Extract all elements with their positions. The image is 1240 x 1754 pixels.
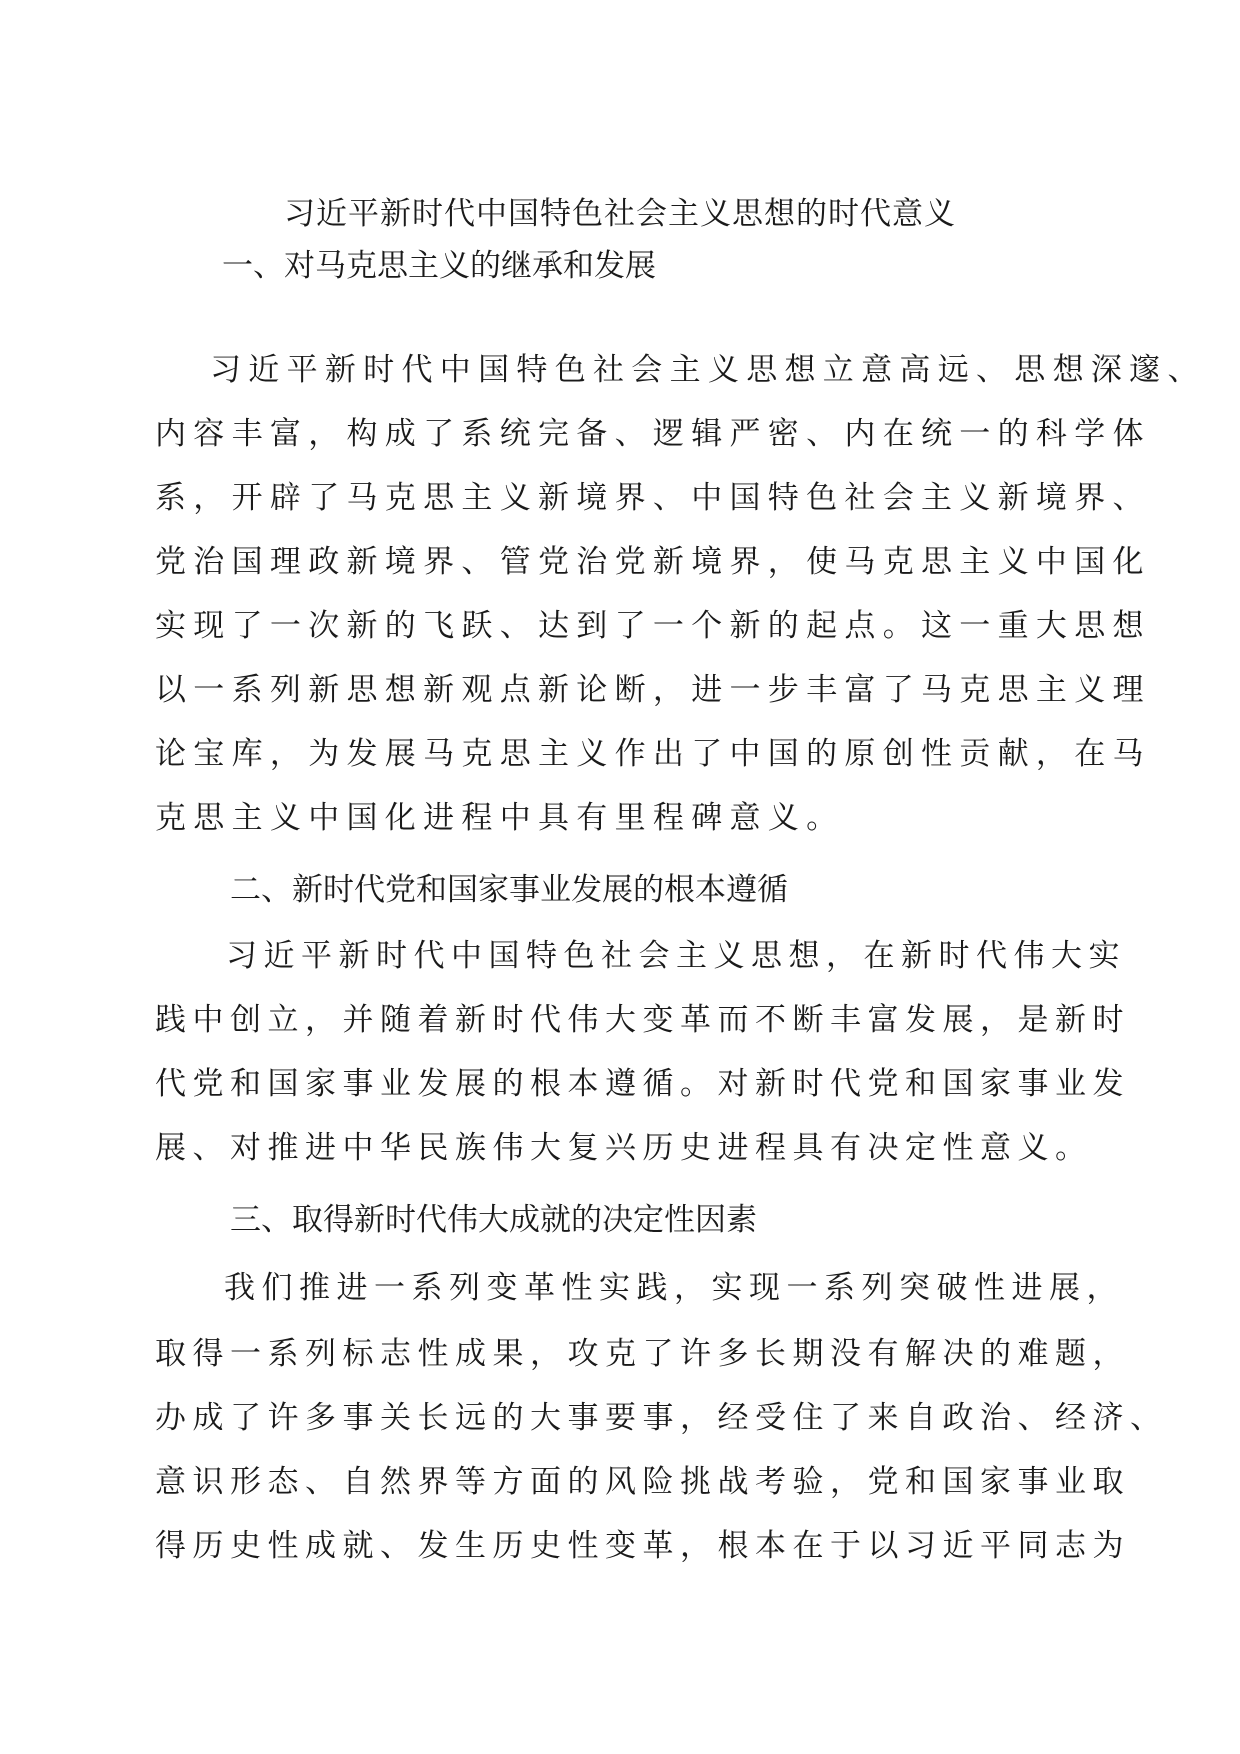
paragraph-line: 得历史性成就、发生历史性变革，根本在于以习近平同志为 [155, 1528, 1130, 1564]
paragraph-line: 我们推进一系列变革性实践，实现一系列突破性进展， [224, 1270, 1124, 1306]
paragraph-line: 习近平新时代中国特色社会主义思想，在新时代伟大实 [226, 938, 1126, 974]
paragraph-line: 克思主义中国化进程中具有里程碑意义。 [155, 800, 845, 836]
paragraph-line: 系，开辟了马克思主义新境界、中国特色社会主义新境界、 [155, 480, 1151, 516]
section-1-heading: 一、对马克思主义的继承和发展 [222, 248, 656, 284]
document-title: 习近平新时代中国特色社会主义思想的时代意义 [284, 196, 956, 232]
paragraph-line: 以一系列新思想新观点新论断，进一步丰富了马克思主义理 [155, 672, 1151, 708]
paragraph-line: 办成了许多事关长远的大事要事，经受住了来自政治、经济、 [155, 1400, 1168, 1436]
paragraph-line: 意识形态、自然界等方面的风险挑战考验，党和国家事业取 [155, 1464, 1130, 1500]
section-2-heading: 二、新时代党和国家事业发展的根本遵循 [230, 872, 788, 908]
paragraph-line: 论宝库，为发展马克思主义作出了中国的原创性贡献，在马 [155, 736, 1151, 772]
section-3-heading: 三、取得新时代伟大成就的决定性因素 [230, 1202, 757, 1238]
paragraph-line: 习近平新时代中国特色社会主义思想立意高远、思想深邃、 [210, 352, 1206, 388]
paragraph-line: 党治国理政新境界、管党治党新境界，使马克思主义中国化 [155, 544, 1151, 580]
paragraph-line: 代党和国家事业发展的根本遵循。对新时代党和国家事业发 [155, 1066, 1130, 1102]
paragraph-line: 践中创立，并随着新时代伟大变革而不断丰富发展，是新时 [155, 1002, 1130, 1038]
paragraph-line: 实现了一次新的飞跃、达到了一个新的起点。这一重大思想 [155, 608, 1151, 644]
paragraph-line: 取得一系列标志性成果，攻克了许多长期没有解决的难题， [155, 1336, 1130, 1372]
paragraph-line: 展、对推进中华民族伟大复兴历史进程具有决定性意义。 [155, 1130, 1093, 1166]
paragraph-line: 内容丰富，构成了系统完备、逻辑严密、内在统一的科学体 [155, 416, 1151, 452]
